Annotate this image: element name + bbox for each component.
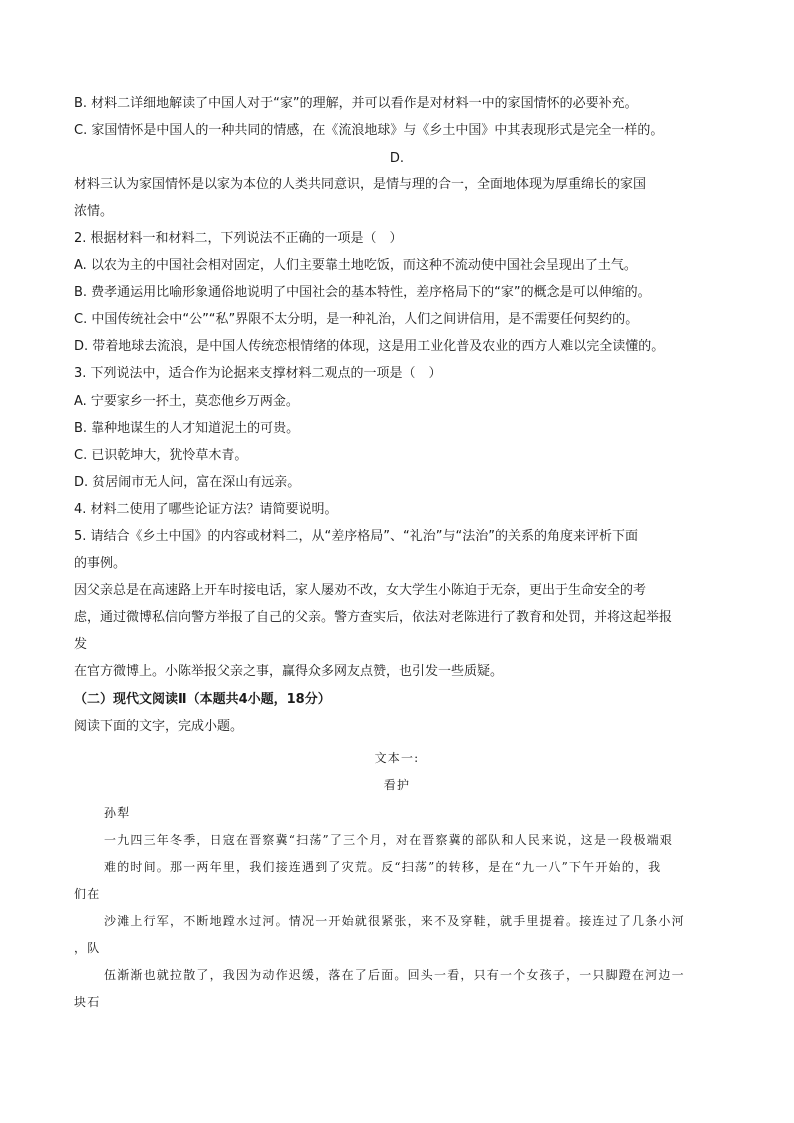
case-text-3: 发 [74, 637, 88, 652]
case-text-4: 在官方微博上。小陈举报父亲之事，赢得众多网友点赞，也引发一些质疑。 [74, 664, 504, 679]
q2-option-b: B. 费孝通运用比喻形象通俗地说明了中国社会的基本特性，差序格局下的“家”的概念是可以伸缩的。 [74, 285, 651, 300]
case-text-2: 虑，通过微博私信向警方举报了自己的父亲。警方查实后，依法对老陈进行了教育和处罚，并将这起举报 [74, 610, 673, 625]
passage-label: 文本一: [374, 751, 420, 765]
q3-option-d: D. 贫居闹市无人问，富在深山有远亲。 [74, 475, 301, 490]
passage-paragraph-line: 们在 [74, 887, 101, 901]
option-c-text: C. 家国情怀是中国人的一种共同的情感，在《流浪地球》与《乡土中国》中其表现形式是完全一样的。 [74, 123, 664, 138]
q3-option-c: C. 已识乾坤大，犹怜草木青。 [74, 448, 248, 463]
passage-paragraph-line: ，队 [74, 941, 101, 955]
q3-option-a: A. 宁要家乡一抔土，莫恋他乡万两金。 [74, 394, 299, 409]
option-b-text: B. 材料二详细地解读了中国人对于“家”的理解，并可以看作是对材料一中的家国情怀的必要补充。 [74, 96, 638, 111]
section-heading: （二）现代文阅读Ⅱ（本题共4小题，18分） [74, 692, 331, 707]
passage-paragraph-line: 伍渐渐也就拉散了，我因为动作迟缓，落在了后面。回头一看，只有一个女孩子，一只脚蹬在河边一 [104, 968, 685, 982]
q2-option-a: A. 以农为主的中国社会相对固定，人们主要靠土地吃饭，而这种不流动使中国社会呈现出了土气。 [74, 258, 637, 273]
passage-paragraph-line: 沙滩上行军，不断地蹚水过河。情况一开始就很紧张，来不及穿鞋，就手里提着。接连过了几条小河 [104, 914, 685, 928]
option-d-label: D. [389, 151, 405, 166]
option-d-text: 材料三认为家国情怀是以家为本位的人类共同意识，是情与理的合一，全面地体现为厚重绵长的家国 [74, 177, 647, 192]
passage-paragraph-line: 一九四三年冬季，日寇在晋察冀“扫荡”了三个月，对在晋察冀的部队和人民来说，这是一段极端艰 [104, 833, 674, 847]
question-2: 2. 根据材料一和材料二，下列说法不正确的一项是（ ） [74, 231, 403, 246]
passage-title: 看护 [383, 778, 411, 792]
passage-author: 孙犁 [104, 806, 131, 820]
question-4: 4. 材料二使用了哪些论证方法？请简要说明。 [74, 502, 338, 517]
passage-paragraph-line: 难的时间。那一两年里，我们接连遇到了灾荒。反“扫荡”的转移，是在“九一八”下午开始的，我 [104, 860, 662, 874]
q3-option-b: B. 靠种地谋生的人才知道泥土的可贵。 [74, 421, 300, 436]
passage-paragraph-line: 块石 [74, 995, 101, 1009]
question-3: 3. 下列说法中，适合作为论据来支撑材料二观点的一项是（ ） [74, 366, 442, 381]
q2-option-d: D. 带着地球去流浪，是中国人传统恋根情绪的体现，这是用工业化普及农业的西方人难以完全读懂的。 [74, 339, 665, 354]
case-text-1: 因父亲总是在高速路上开车时接电话，家人屡劝不改，女大学生小陈迫于无奈，更出于生命安全的考 [74, 583, 647, 598]
question-5-cont: 的事例。 [74, 556, 127, 571]
option-d-text-cont: 浓情。 [74, 204, 114, 219]
q2-option-c: C. 中国传统社会中“公”“私”界限不太分明，是一种礼治，人们之间讲信用，是不需要任何契约的。 [74, 312, 639, 327]
question-5: 5. 请结合《乡土中国》的内容或材料二，从“差序格局”、“礼治”与“法治”的关系的角度来评析下面 [74, 529, 638, 544]
reading-instruction: 阅读下面的文字，完成小题。 [74, 719, 244, 734]
